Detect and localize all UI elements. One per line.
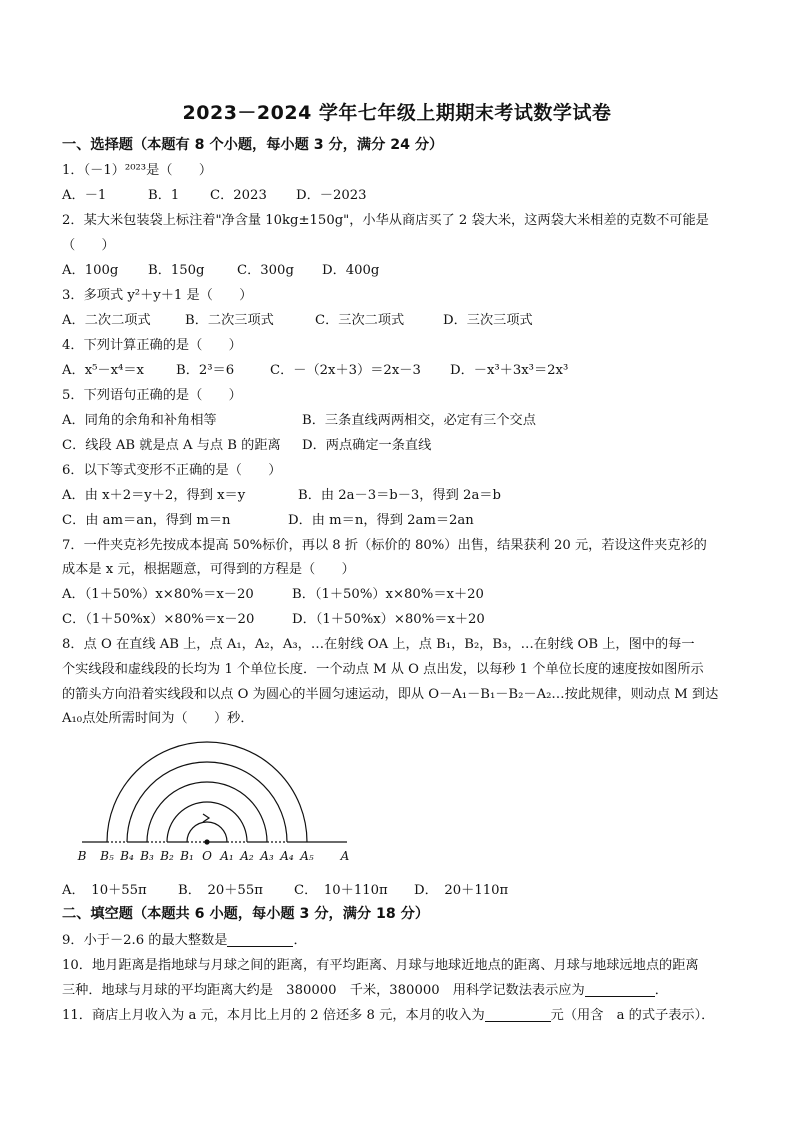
section-heading-choice: 一、选择题（本题有 8 个小题，每小题 3 分，满分 24 分） (62, 137, 444, 153)
label-a4: A₄ (280, 849, 294, 863)
question-9 (62, 929, 307, 948)
q7-option-a: A．（1＋50%）x×80%＝x－20 (62, 587, 254, 602)
semicircle-5 (107, 742, 307, 842)
semicircles (107, 742, 307, 842)
question-10-stem: 10．地月距离是指地球与月球之间的距离，有平均距离、月球与地球近地点的距离、月球与地球远地点的距离 (62, 958, 699, 973)
label-a1: A₁ (220, 849, 234, 863)
q3-option-a: A．二次二项式 (62, 313, 151, 328)
question-7-stem: 7．一件夹克衫先按成本提高 50%标价，再以 8 折（标价的 80%）出售，结果获利 20 元，若设这件夹克衫的 (62, 538, 707, 553)
q6-option-b: B．由 2a－3＝b－3，得到 2a＝b (298, 488, 501, 503)
q5-option-c: C．线段 AB 就是点 A 与点 B 的距离 (62, 438, 281, 453)
question-10-stem-cont: 三种．地球与月球的平均距离大约是 380000 千米，380000 用科学记数法表示应为 (62, 983, 585, 998)
semicircle-3 (147, 782, 267, 842)
q6-option-d: D．由 m＝n，得到 2am＝2an (288, 513, 474, 528)
q6-option-c: C．由 am＝an，得到 m＝n (62, 513, 231, 528)
question-11 (62, 1004, 714, 1023)
question-11-end: 元（用含 a 的式子表示）． (550, 1008, 715, 1023)
q8-option-b: B． 20＋55π (178, 883, 263, 898)
question-7-stem-cont: 成本是 x 元，根据题意，可得到的方程是（ ） (62, 562, 355, 577)
q1-option-a: A．－1 (62, 188, 107, 203)
answer-blank-9[interactable] (227, 932, 293, 947)
question-1-stem: 1．（－1）²⁰²³是（ ） (62, 163, 213, 178)
q4-option-d: D．－x³＋3x³＝2x³ (450, 363, 569, 378)
q5-option-b: B．三条直线两两相交，必定有三个交点 (302, 413, 536, 428)
q2-option-d: D．400g (322, 263, 380, 278)
question-9-end: ． (293, 933, 307, 948)
origin-point (204, 839, 209, 844)
label-b: B (77, 849, 87, 863)
question-8-stem: 8．点 O 在直线 AB 上，点 A₁，A₂，A₃，…在射线 OA 上，点 B₁，B₂，B₃，…在射线 OB 上，图中的每一 (62, 637, 695, 652)
q3-option-d: D．三次三项式 (443, 313, 533, 328)
q2-option-c: C．300g (237, 263, 294, 278)
question-2-stem: 2．某大米包装袋上标注着"净含量 10kg±150g"，小华从商店买了 2 袋大米，这两袋大米相差的克数不可能是 (62, 213, 709, 228)
label-b2: B₂ (160, 849, 174, 863)
q2-option-b: B．150g (148, 263, 205, 278)
q6-option-a: A．由 x＋2＝y＋2，得到 x＝y (62, 488, 246, 503)
question-11-stem: 11．商店上月收入为 a 元，本月比上月的 2 倍还多 8 元，本月的收入为 (62, 1008, 485, 1023)
q7-option-d: D．（1＋50%x）×80%＝x＋20 (292, 612, 485, 627)
q8-option-a: A． 10＋55π (62, 883, 147, 898)
q5-option-d: D．两点确定一条直线 (302, 438, 432, 453)
section-heading-fill: 二、填空题（本题共 6 小题，每小题 3 分，满分 18 分） (62, 906, 430, 922)
q4-option-c: C．－（2x＋3）＝2x－3 (270, 363, 421, 378)
label-a2: A₂ (240, 849, 254, 863)
q2-option-a: A．100g (62, 263, 119, 278)
label-b5: B₅ (100, 849, 114, 863)
question-4-stem: 4．下列计算正确的是（ ） (62, 338, 242, 353)
label-a3: A₃ (260, 849, 274, 863)
q4-option-a: A．x⁵－x⁴＝x (62, 363, 144, 378)
page-title: 2023－2024 学年七年级上期期末考试数学试卷 (182, 102, 612, 124)
q1-option-d: D．－2023 (296, 188, 367, 203)
question-10 (62, 979, 668, 998)
q7-option-b: B．（1＋50%）x×80%＝x＋20 (292, 587, 484, 602)
question-9-stem: 9．小于－2.6 的最大整数是 (62, 933, 228, 948)
q8-option-c: C． 10＋110π (294, 883, 388, 898)
question-6-stem: 6．以下等式变形不正确的是（ ） (62, 463, 282, 478)
q1-option-c: C．2023 (210, 188, 267, 203)
figure-labels (77, 849, 350, 863)
q7-option-c: C．（1＋50%x）×80%＝x－20 (62, 612, 255, 627)
answer-blank-11[interactable] (485, 1007, 551, 1022)
question-10-end: ． (654, 983, 668, 998)
semicircle-1 (187, 822, 227, 842)
semicircle-path-figure (62, 732, 382, 867)
question-8-stem-cont-2: 的箭头方向沿着实线段和以点 O 为圆心的半圆匀速运动，即从 O－A₁－B₁－B₂－A₂…按此规律，则动点 M 到达 (62, 687, 719, 702)
label-a5: A₅ (300, 849, 314, 863)
question-8-stem-cont-1: 个实线段和虚线段的长均为 1 个单位长度．一个动点 M 从 O 点出发，以每秒 1 个单位长度的速度按如图所示 (62, 662, 704, 677)
q3-option-b: B．二次三项式 (185, 313, 274, 328)
label-o: O (202, 849, 212, 863)
q1-option-b: B．1 (148, 188, 180, 203)
q3-option-c: C．三次二项式 (315, 313, 405, 328)
label-b1: B₁ (180, 849, 194, 863)
question-5-stem: 5．下列语句正确的是（ ） (62, 388, 242, 403)
label-b3: B₃ (140, 849, 154, 863)
direction-arrow-icon (203, 814, 209, 822)
question-8-stem-cont-3: A₁₀点处所需时间为（ ）秒． (62, 711, 254, 726)
q5-option-a: A．同角的余角和补角相等 (62, 413, 217, 428)
question-2-stem-cont: （ ） (62, 238, 115, 253)
q8-option-d: D． 20＋110π (414, 883, 509, 898)
label-b4: B₄ (120, 849, 134, 863)
answer-blank-10[interactable] (585, 982, 655, 997)
q4-option-b: B．2³＝6 (176, 363, 235, 378)
question-3-stem: 3．多项式 y²＋y＋1 是（ ） (62, 288, 253, 303)
label-a: A (340, 849, 350, 863)
